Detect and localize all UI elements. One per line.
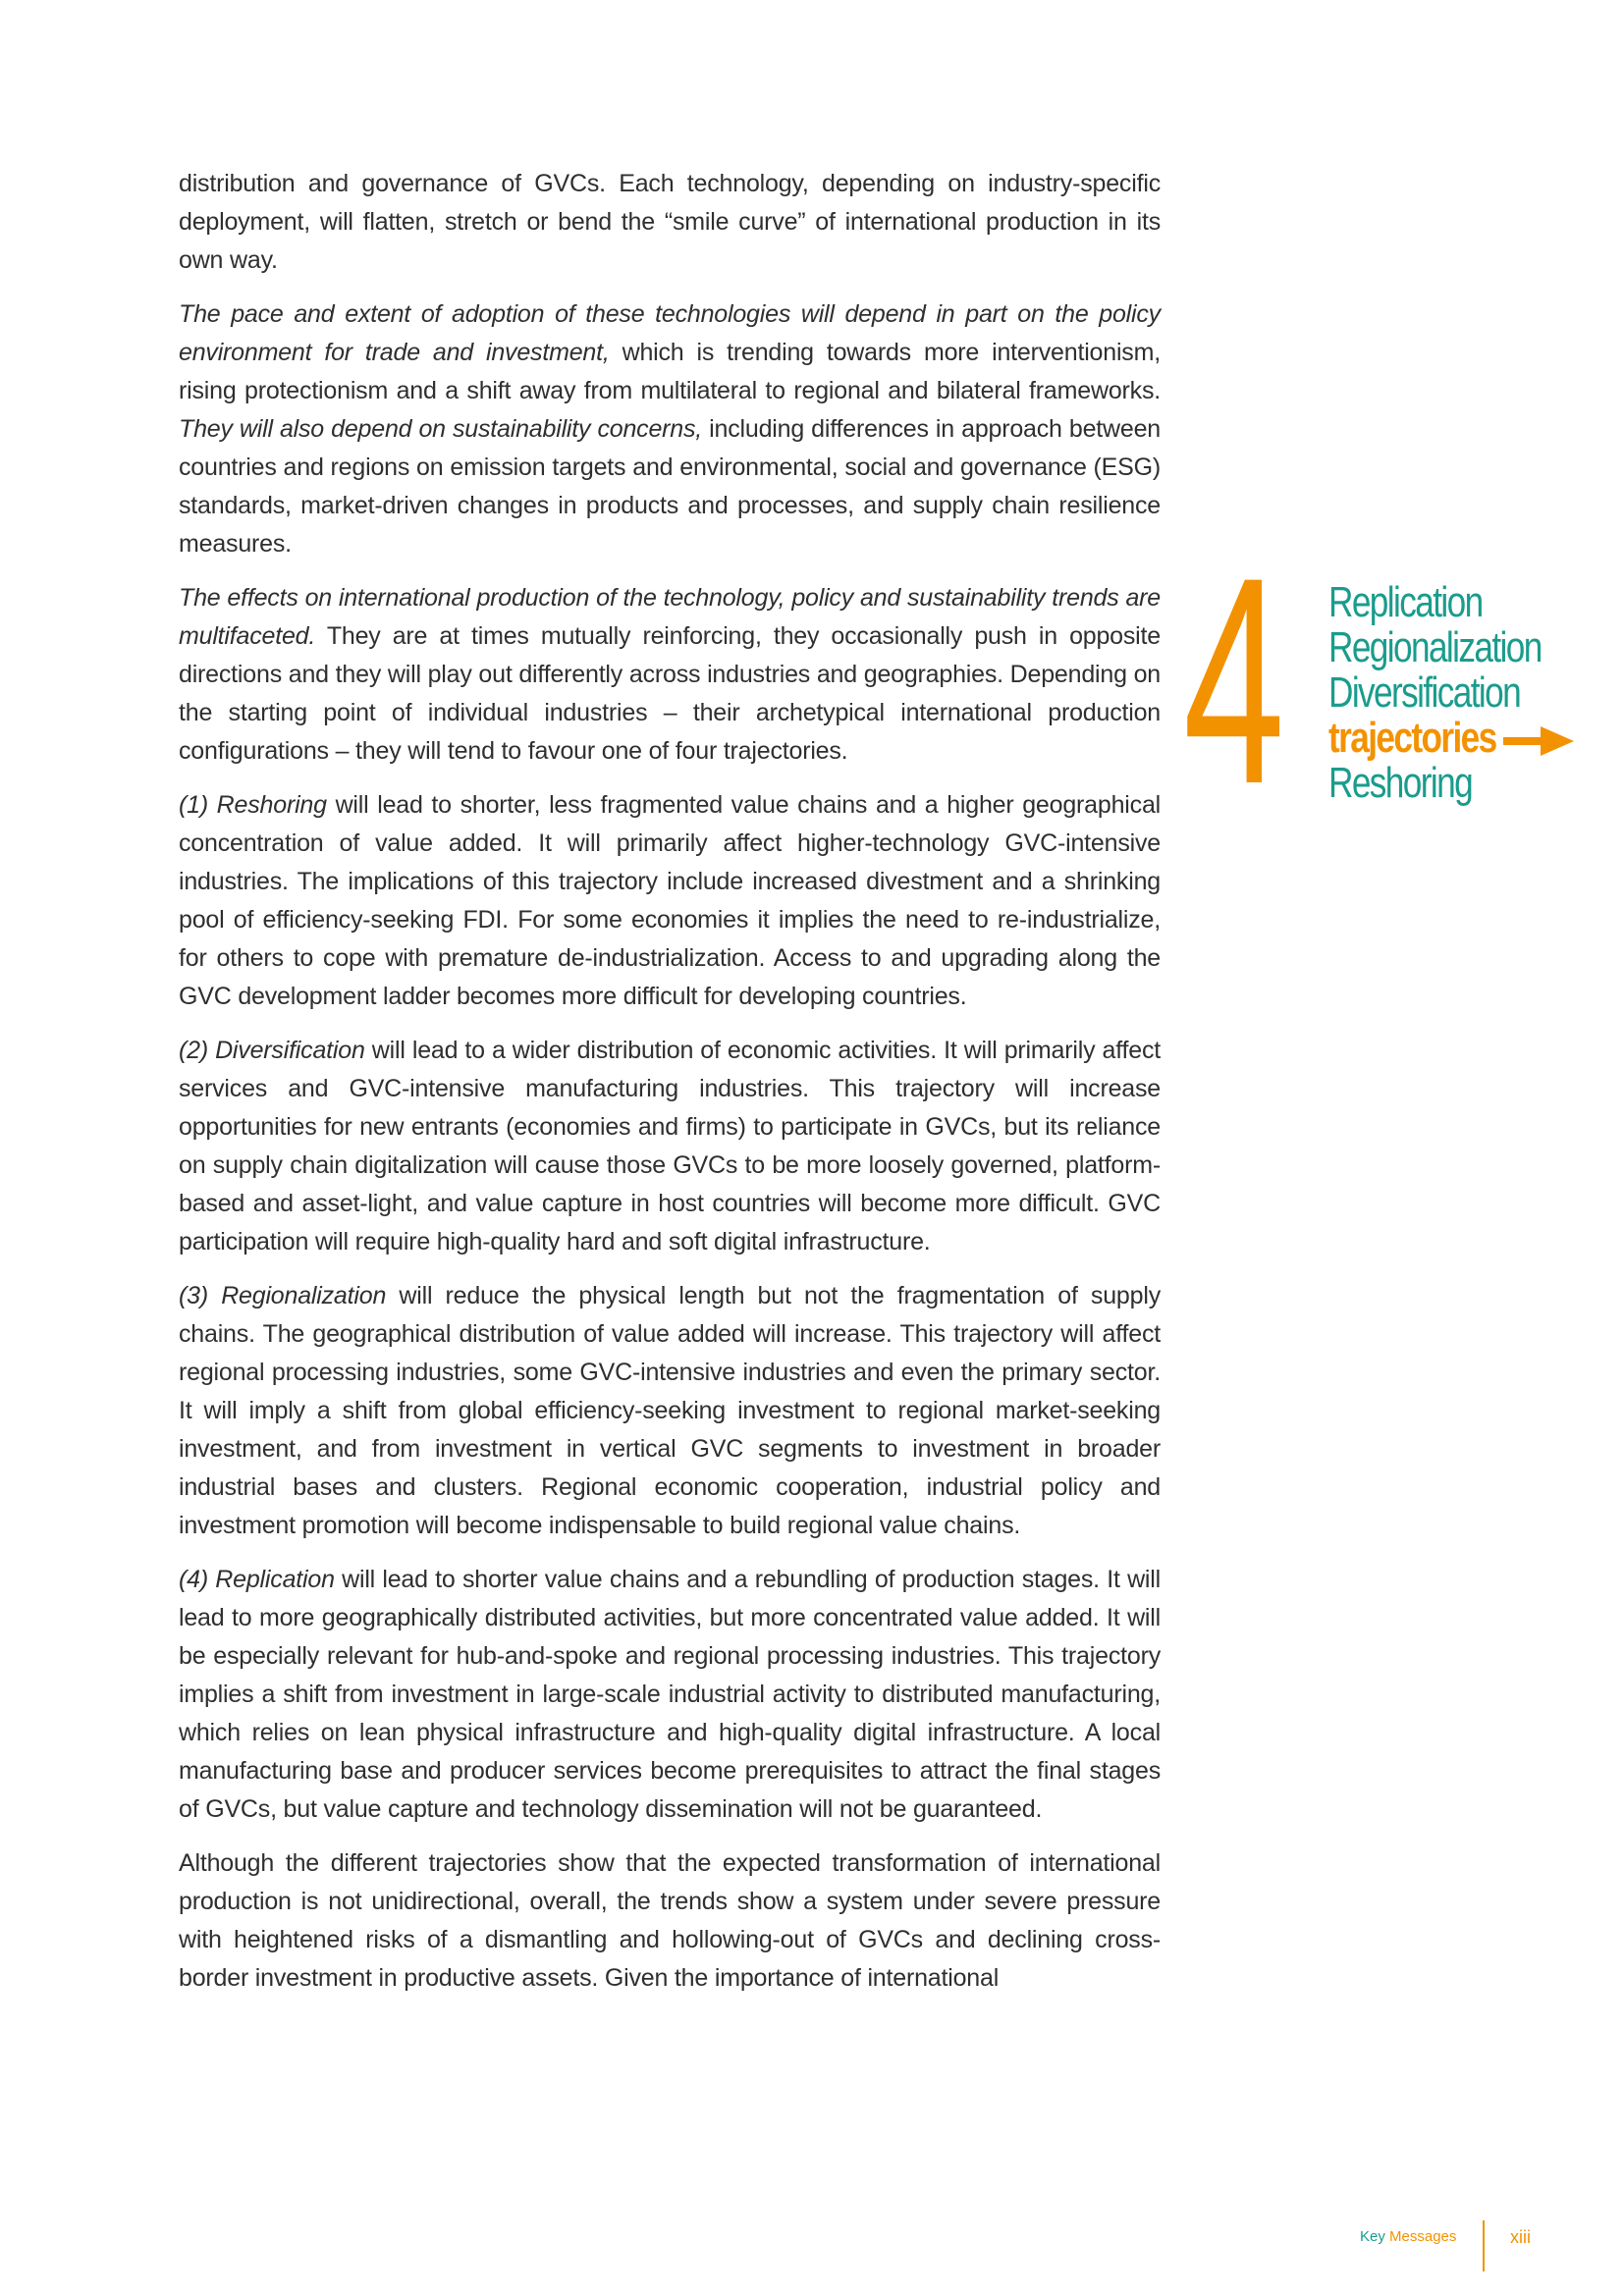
trajectory-list [1328, 580, 1595, 806]
paragraph-italic-mid: They will also depend on sustainability concerns, [179, 415, 703, 443]
paragraph-text: They are at times mutually reinforcing, they occasionally push in opposite directions and they will play out differently across industries and geographies. Depending on the starting point of individual industries – their archetypical international production configurations – they will tend to favour one of four trajectories. [179, 622, 1161, 765]
main-text-column [179, 165, 1161, 2013]
paragraph-text: will lead to shorter, less fragmented value chains and a higher geographical concentration of value added. It will primarily affect higher-technology GVC-intensive industries. The implications of this trajectory include increased divestment and a shrinking pool of efficiency-seeking FDI. For some economies it implies the need to re-industrialize, for others to cope with premature de-industrialization. Access to and upgrading along the GVC development ladder becomes more difficult for developing countries. [179, 791, 1161, 1010]
paragraph-text: will lead to shorter value chains and a rebundling of production stages. It will lead to more geographically distributed activities, but more concentrated value added. It will be especially relevant for hub-and-spoke and regional processing industries. This trajectory implies a shift from investment in large-scale industrial activity to distributed manufacturing, which relies on lean physical infrastructure and high-quality digital infrastructure. A local manufacturing base and producer services become prerequisites to attract the final stages of GVCs, but value capture and technology dissemination will not be guaranteed. [179, 1566, 1161, 1823]
paragraph-gvc-smile-curve [179, 165, 1161, 280]
paragraph-italic-lead: (1) Reshoring [179, 791, 327, 819]
trajectories-graphic [1183, 515, 1596, 845]
trajectory-item-trajectories: trajectories [1328, 714, 1496, 762]
page-number: xiii [1510, 2227, 1531, 2247]
trajectory-item-regionalization: Regionalization [1328, 623, 1542, 671]
big-number-four: 4 [1183, 515, 1285, 845]
paragraph-conclusion [179, 1844, 1161, 1998]
footer-label-key: Key [1360, 2228, 1385, 2245]
paragraph-replication [179, 1561, 1161, 1829]
paragraph-text: which is trending towards more interventionism, rising protectionism and a shift away from multilateral to regional and bilateral frameworks. [179, 339, 1161, 404]
paragraph-text: will reduce the physical length but not the fragmentation of supply chains. The geographical distribution of value added will increase. This trajectory will affect regional processing industries, some GVC-intensive industries and even the primary sector. It will imply a shift from global efficiency-seeking investment to regional market-seeking investment, and from investment in vertical GVC segments to investment in broader industrial bases and clusters. Regional economic cooperation, industrial policy and investment promotion will become indispensable to build regional value chains. [179, 1282, 1161, 1539]
paragraph-policy-environment [179, 295, 1161, 563]
footer-divider [1483, 2220, 1485, 2271]
footer-section-label [1360, 2228, 1456, 2245]
paragraph-italic-lead: The effects on international production of the technology, policy and sustainability trends are multifaceted. [179, 584, 1161, 650]
paragraph-text: Although the different trajectories show that the expected transformation of international production is not unidirectional, overall, the trends show a system under severe pressure with heightened risks of a dismantling and hollowing-out of GVCs and declining cross-border investment in productive assets. Given the importance of international [179, 1849, 1161, 1992]
paragraph-italic-lead: The pace and extent of adoption of these technologies will depend in part on the policy environment for trade and investment, [179, 300, 1161, 366]
paragraph-text: will lead to a wider distribution of economic activities. It will primarily affect services and GVC-intensive manufacturing industries. This trajectory will increase opportunities for new entrants (economies and firms) to participate in GVCs, but its reliance on supply chain digitalization will cause those GVCs to be more loosely governed, platform-based and asset-light, and value capture in host countries will become more difficult. GVC participation will require high-quality hard and soft digital infrastructure. [179, 1037, 1161, 1255]
paragraph-reshoring [179, 786, 1161, 1016]
arrow-right-icon [1503, 726, 1574, 756]
paragraph-regionalization [179, 1277, 1161, 1545]
paragraph-text: including differences in approach between countries and regions on emission targets and environmental, social and governance (ESG) standards, market-driven changes in products and processes, and supply chain resilience measures. [179, 415, 1162, 558]
paragraph-italic-lead: (3) Regionalization [179, 1282, 387, 1309]
paragraph-effects-multifaceted [179, 579, 1161, 771]
paragraph-italic-lead: (4) Replication [179, 1566, 335, 1593]
paragraph-text: distribution and governance of GVCs. Each technology, depending on industry-specific deployment, will flatten, stretch or bend the “smile curve” of international production in its own way. [179, 170, 1161, 274]
page-footer [1360, 2220, 1596, 2271]
footer-label-messages: Messages [1384, 2228, 1457, 2245]
trajectory-item-reshoring: Reshoring [1328, 759, 1473, 807]
trajectory-item-replication: Replication [1328, 578, 1483, 626]
paragraph-diversification [179, 1032, 1161, 1261]
paragraph-italic-lead: (2) Diversification [179, 1037, 365, 1064]
trajectory-item-diversification: Diversification [1328, 668, 1521, 717]
